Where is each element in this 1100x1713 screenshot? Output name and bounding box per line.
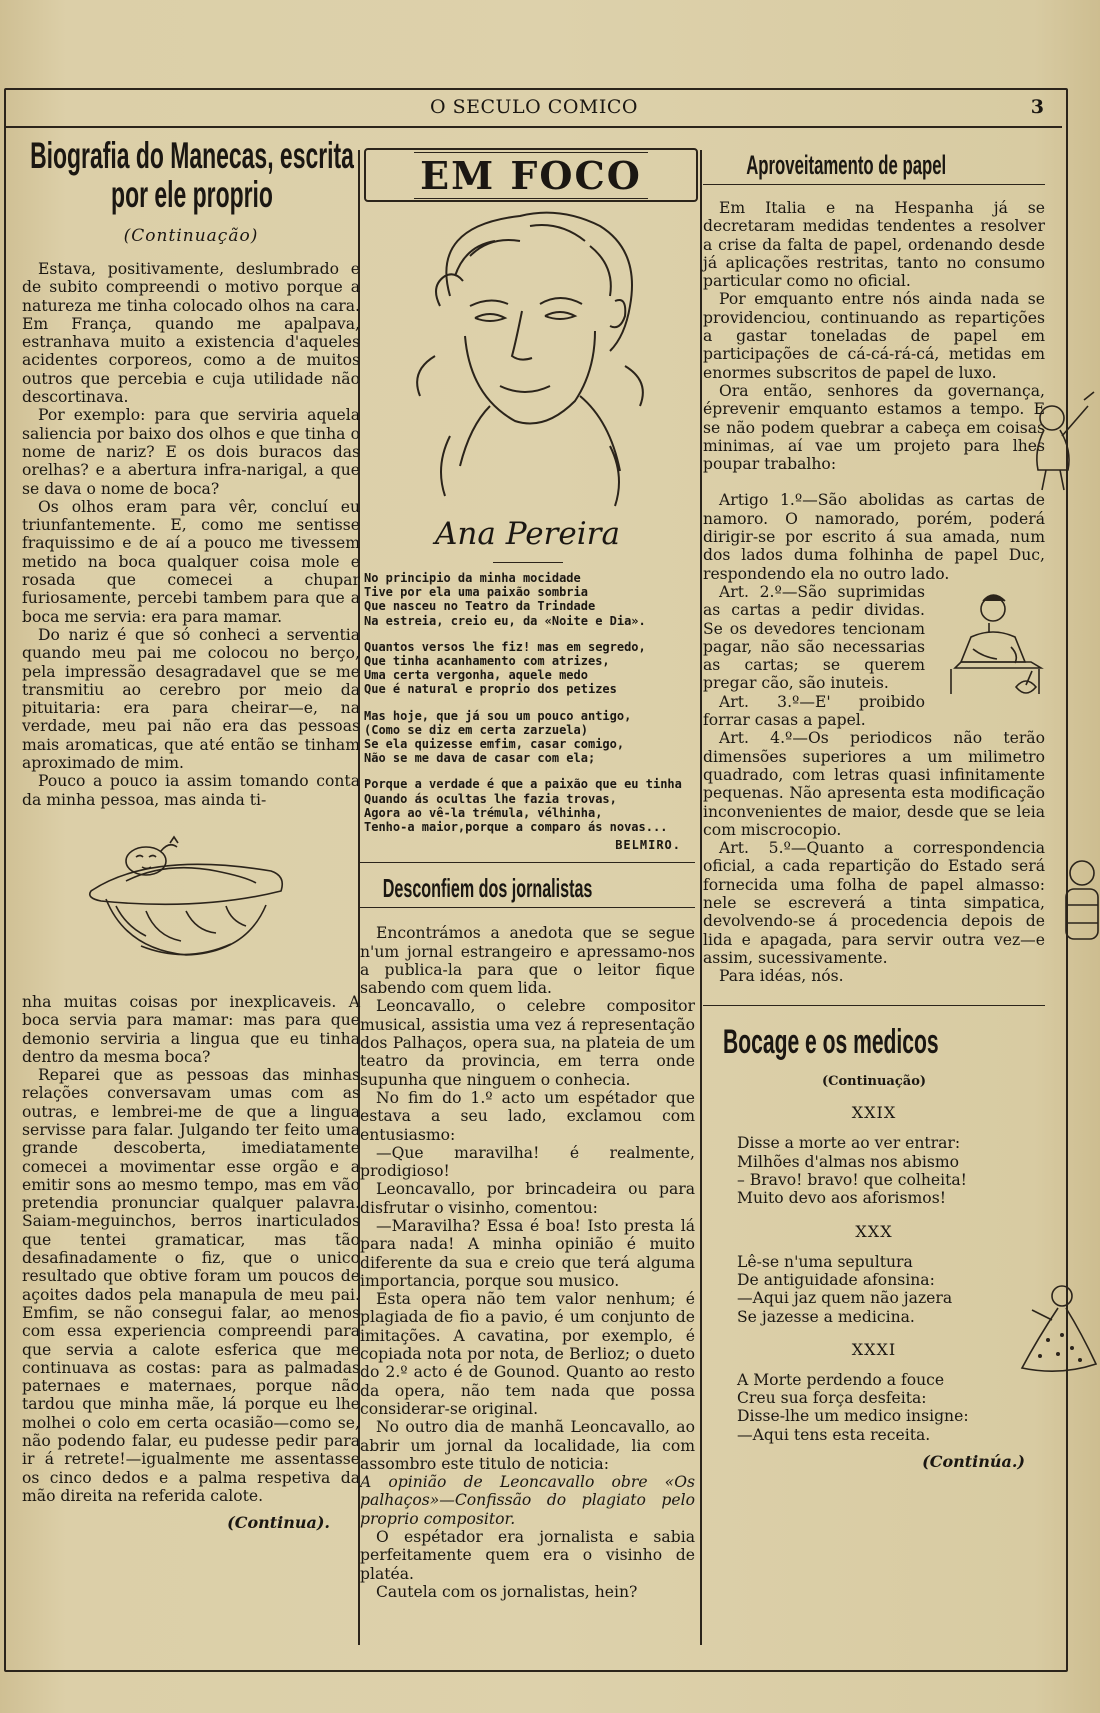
verse-line: Disse-lhe um medico insigne: [737,1407,969,1426]
portrait-caption: Ana Pereira [435,516,620,552]
poem-line: Porque a verdade é que a paixão que eu tinha [364,777,682,792]
writing-man-illustration [931,587,1049,712]
poem-line: Na estreia, creio eu, da «Noite e Dia». [364,613,646,628]
poem-stanza [364,777,695,834]
em-foco-title: EM FOCO [414,152,648,199]
paragraph: No outro dia de manhã Leoncavallo, ao abrir um jornal da localidade, lia com assombro este titulo de noticia: [360,1418,695,1473]
page-header [6,90,1062,128]
verse-stanza [703,1371,1045,1444]
continua-note: (Continúa.) [922,1452,1025,1472]
poem-line: Tenho-a maior,porque a comparo ás novas... [364,820,668,835]
verse-line: Creu sua força desfeita: [737,1389,927,1408]
poem-line: Tive por ela uma paixão sombria [364,585,588,600]
paragraph: Art. 4.º—Os periodicos não terão dimensões superiores a um milimetro quadrado, com letras quasi infinitamente pequenas. Não apresenta esta modificação inconvenientes de maior, desde que se leia com miscrocopio. [703,729,1045,839]
paragraph: O espétador era jornalista e sabia perfeitamente quem era o visinho de platéa. [360,1528,695,1583]
section-divider [703,1005,1045,1006]
poem-stanza [364,709,695,766]
verse-line: Muito devo aos aforismos! [737,1189,946,1208]
poem-line: Mas hoje, que já sou um pouco antigo, [364,708,632,723]
paragraph: Ora então, senhores da governança, éprevenir emquanto estamos a tempo. E se não podem quebrar a cabeça em coisas minimas, aí vae um projeto para lhes poupar trabalho: [703,381,1045,474]
portrait-illustration [410,206,660,516]
column-papel [703,150,1045,1471]
poem-line: Se ela quizesse emfim, casar comigo, [364,737,625,752]
margin-barrel-illustration [1060,855,1100,950]
column-em-foco [360,148,695,1601]
article-body-papel [703,199,1045,985]
poem-signature: BELMIRO. [615,838,681,853]
paragraph: Art. 5.º—Quanto a correspondencia oficial, a cada repartição do Estado será fornecida uma folha de papel almasso: nele se escreverá a tinta simpatica, devolvendo-se á procedencia depois de lida e apagada, para servir outra vez—e assim, sucessivamente. [703,839,1045,967]
verse-line: A Morte perdendo a fouce [737,1370,945,1389]
verse-line: Lê-se n'uma sepultura [737,1252,913,1271]
column-rule-right [700,150,702,1645]
article-title-bocage: Bocage e os medicos [723,1023,939,1062]
margin-child-with-bat-illustration [1026,390,1098,500]
verse-line: – Bravo! bravo! que colheita! [737,1171,967,1190]
newspaper-title: O SECULO COMICO [430,96,638,118]
paragraph: Em Italia e na Hespanha já se decretaram medidas tendentes a resolver a crise da falta de papel, ordenando desde já aplicações restritas, tanto no consumo particular como no oficial. [703,199,1045,291]
section-divider [360,907,695,908]
section-divider [703,184,1045,185]
paragraph: Por exemplo: para que serviria aquela saliencia por baixo dos olhos e que tinha o nome de nariz? E os dois buracos das orelhas? e a abertura infra-narigal, a que se dava o nome de boca? [22,406,360,498]
verse-line: —Aqui jaz quem não jazera [737,1289,953,1308]
page-number: 3 [1030,96,1044,118]
paragraph: Reparei que as pessoas das minhas relações conversavam umas com as outras, e lembrei-me de que a lingua servisse para falar. Julgando ter feito uma grande descoberta, imediatamente comecei a movimentar esse orgão e a emitir sons ao mesmo tempo, mas em vão pretendia pronunciar qualquer palavra. Saiam-meguinchos, berros inarticulados que tentei gramaticar, mas tão desafinadamente o fiz, que o unico resultado que obtive foram um poucos de açoites dados pela manapula de meu pai. Emfim, se não consegui falar, ao menos com essa experiencia compreendi para que servia a calote esferica que me continuava as costas: para as palmadas paternaes e maternaes, porque não tardou que minha mãe, lá porque eu lhe molhei o colo em certa ocasião—como se, não podendo falar, eu pudesse pedir para ir á retrete!—igualmente me assentasse os cinco dedos e a palma respetiva da mão direita na referida calote. [22,1066,360,1505]
paragraph: Art. 2.º—São suprimidas as cartas a pedir dividas. Se os devedores tencionam pagar, não são necessarias as cartas; se querem pregar cão, são inuteis. [703,582,925,693]
poem-line: Que nasceu no Teatro da Trindade [364,599,596,614]
article-title-jornalistas: Desconfiem dos jornalistas [382,873,593,904]
paragraph: —Maravilha? Essa é boa! Isto presta lá para nada! A minha opinião é muito diferente da sua e creio que terá alguma importancia, porque sou musico. [360,1217,695,1290]
poem-line: Quando ás ocultas lhe fazia trovas, [364,791,617,806]
verse-line: —Aqui tens esta receita. [737,1425,931,1444]
article-title-biografia: Biografia do Manecas, escrita por ele proprio [30,135,354,215]
paragraph: Artigo 1.º—São abolidas as cartas de namoro. O namorado, porém, poderá dirigir-se por escrito á sua amada, num dos lados duma folhinha de papel Duc, respondendo ela no outro lado. [703,491,1045,583]
paragraph: Esta opera não tem valor nenhum; é plagiada de fio a pavio, é um conjunto de imitações. A cavatina, por exemplo, é copiada nota por nota, de Berlioz; o dueto do 2.º acto é de Gounod. Quanto ao resto da opera, não tem nada que possa considerar-se original. [360,1290,695,1418]
article-body-biografia-b [22,993,360,1505]
paragraph: nha muitas coisas por inexplicaveis. A boca servia para mamar: mas para que demonio serviria a lingua que eu tinha dentro da mesma boca? [22,992,360,1066]
poem-line: (Como se diz em certa zarzuela) [364,722,588,737]
stanza-number: XXXI [851,1339,897,1359]
divider [493,562,563,563]
verse-line: Milhões d'almas nos abismo [737,1152,959,1171]
paragraph: Cautela com os jornalistas, hein? [376,1582,638,1601]
bocage-subtitle: (Continuação) [821,1074,927,1090]
paragraph: —Que maravilha! é realmente, prodigioso! [360,1143,695,1181]
paragraph: Leoncavallo, por brincadeira ou para disfrutar o visinho, comentou: [360,1180,695,1217]
poem-line: Agora ao vê-la trémula, vélhinha, [364,805,603,820]
poem-stanza [364,640,695,697]
verse-line: De antiguidade afonsina: [737,1270,935,1289]
paragraph: Do nariz é que só conheci a serventia quando meu pai me colocou no berço, pela impressão desagradavel que se me transmitiu ao cerebro por meio da pituitaria: era para cheirar—e, na verdade, meu pai não era das pessoas mais aromaticas, que até então se tinham aproximado de mim. [22,625,360,773]
italic-headline: A opinião de Leoncavallo obre «Os palhaços»—Confissão do plagiato pelo proprio compositor. [360,1473,695,1528]
paragraph: No fim do 1.º acto um espétador que estava a seu lado, exclamou com entusiasmo: [360,1088,695,1144]
article-title-papel: Aproveitamento de papel [746,150,947,180]
verse-stanza [703,1253,1045,1326]
paragraph: Os olhos eram para vêr, concluí eu triunfantemente. E, como me sentisse fraquissimo e de aí a pouco me tivessem metido na boca qualquer coisa mole e rosada que comecei a chupar furiosamente, percebi tambem para que a boca me servia: era para mamar. [22,497,360,626]
poem-line: No principio da minha mocidade [364,571,581,585]
verse-line: Disse a morte ao ver entrar: [737,1134,961,1153]
paragraph: Art. 3.º—E' proibido forrar casas a papel. [703,692,925,730]
article-body-biografia-a [22,260,360,809]
paragraph: Para idéas, nós. [719,967,844,986]
poem-line: Quantos versos lhe fiz! mas em segredo, [364,639,646,654]
poem-stanza [364,571,695,628]
paragraph: Por emquanto entre nós ainda nada se providenciou, continuando as repartições a gastar toneladas de papel em participações de cá-cá-rá-cá, metidas em enormes subscritos de papel de luxo. [703,290,1045,382]
poem-line: Uma certa vergonha, aquele medo [364,668,588,683]
paragraph: Encontrámos a anedota que se segue n'um jornal estrangeiro e apressamo-nos a publica-la para que o leitor fique sabendo com quem lida. [360,924,695,998]
stanza-number: XXX [855,1221,893,1241]
poem-line: Que é natural e proprio dos petizes [364,682,617,697]
article-subtitle: (Continuação) [123,226,259,246]
stanza-number: XXIX [851,1103,897,1123]
poem [364,571,695,834]
paragraph: Pouco a pouco ia assim tomando conta da minha pessoa, mas ainda ti- [22,772,360,809]
verse-line: Se jazesse a medicina. [737,1307,915,1326]
column-biografia [22,136,360,1532]
margin-girl-in-dotted-dress-illustration [1018,1280,1098,1375]
paragraph: Leoncavallo, o celebre compositor musical, assistia uma vez á representação dos Palhaços, opera sua, na plateia de um teatro da provincia, em terra onde supunha que ninguem o conhecia. [360,997,695,1089]
verse-stanza [703,1134,1045,1207]
section-divider [360,862,695,863]
paragraph: Estava, positivamente, deslumbrado e de subito compreendi o motivo porque a natureza me tinha colocado olhos na cara. Em França, quando me apalpava, estranhava muito a existencia d'aqueles acidentes corporeos, como a de muitos outros que percebia e cuja utilidade não descortinava. [22,260,360,407]
poem-line: Que tinha acanhamento com atrizes, [364,654,610,669]
continua-note: (Continua). [227,1513,330,1533]
poem-line: Não se me dava de casar com ela; [364,751,596,766]
